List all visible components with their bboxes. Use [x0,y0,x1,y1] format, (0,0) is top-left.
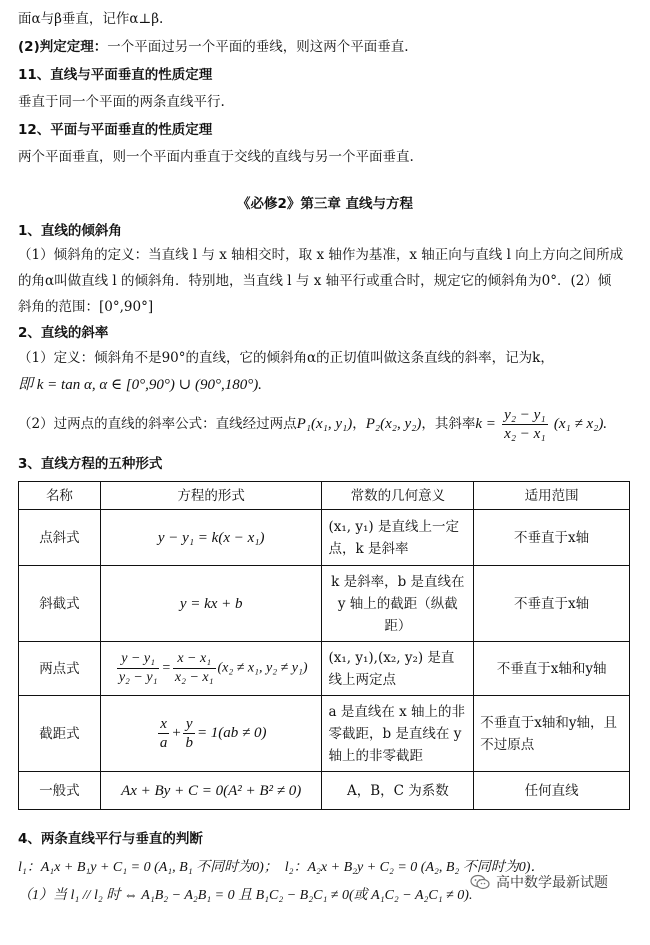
separator: ， [352,416,366,432]
table-row [19,510,630,566]
text-line: 两个平面垂直，则一个平面内垂直于交线的直线与另一个平面垂直. [18,149,414,165]
form-equation [100,696,322,772]
text-line: （1）定义：倾斜角不是90°的直线，它的倾斜角α的正切值叫做这条直线的斜率，记为k， [18,350,554,366]
section-heading: 12、平面与平面垂直的性质定理 [18,122,213,138]
text-line: （1）倾斜角的定义：当直线 l 与 x 轴相交时，取 x 轴作为基准，x 轴正向与直线 l 向上方向之间所成 [18,247,624,263]
text-line: 的角α叫做直线 l 的倾斜角．特别地，当直线 l 与 x 轴平行或重合时，规定它的倾斜角为0°．(2）倾 [18,273,612,289]
math-line [18,856,544,879]
form-meaning: (x₁, y₁) 是直线上一定点，k 是斜率 [322,510,474,566]
form-name: 斜截式 [19,566,101,642]
wechat-icon [470,874,490,890]
text-content: ，其斜率 [421,416,476,432]
label-prefix: (2)判定定理： [18,39,108,55]
point-p1: P₁(x₁, y₁) [296,416,353,432]
fraction [117,650,160,687]
text-line: 垂直于同一个平面的两条直线平行. [18,94,225,110]
column-header: 名称 [19,482,101,510]
equals-sign: = [161,660,171,676]
table-row [19,696,630,772]
text-line: 面α与β垂直，记作α⊥β. [18,11,164,27]
slope-condition: (x₁ ≠ x₂). [553,416,608,432]
text-content: （2）过两点的直线的斜率公式：直线经过两点 [18,416,297,432]
form-meaning: k 是斜率，b 是直线在 y 轴上的截距（纵截距） [322,566,474,642]
fraction-numerator: y₂ − y₁ [504,407,546,423]
watermark-text: 高中数学最新试题 [496,875,608,891]
form-range: 任何直线 [474,772,630,810]
table-header-row [19,482,630,510]
plus-sign: + [171,724,182,741]
form-meaning: A，B，C 为系数 [322,772,474,810]
form-equation: y = kx + b [100,566,322,642]
column-header: 方程的形式 [100,482,322,510]
math-line [18,374,262,396]
chapter-title: 《必修2》第三章 直线与方程 [236,196,414,212]
section-heading: 4、两条直线平行与垂直的判断 [18,831,203,847]
form-meaning: (x₁, y₁),(x₂, y₂) 是直线上两定点 [322,642,474,696]
fraction-denominator: a [159,735,168,751]
section-heading: 11、直线与平面垂直的性质定理 [18,67,213,83]
fraction-denominator: x₂ − x₁ [174,670,214,685]
point-p2: P₂(x₂, y₂) [365,416,422,432]
line-equations: l₁：A₁x + B₁y + C₁ = 0 (A₁, B₁ 不同时为0)； l₂：A₂x + B₂y + C₂ = 0 (A₂, B₂ 不同时为0)． [18,860,545,875]
fraction-denominator: y₂ − y₁ [118,670,158,685]
form-name: 一般式 [19,772,101,810]
form-equation: Ax + By + C = 0(A² + B² ≠ 0) [100,772,322,810]
fraction-numerator: y − y₁ [117,650,160,669]
text-line [18,36,409,58]
column-header: 适用范围 [474,482,630,510]
form-range: 不垂直于x轴 [474,510,630,566]
section-heading: 3、直线方程的五种形式 [18,456,163,472]
fraction-denominator: x₂ − x₁ [504,426,546,442]
form-range: 不垂直于x轴 [474,566,630,642]
fraction [158,715,170,752]
fraction-numerator: y [183,715,195,734]
fraction [173,650,216,687]
form-equation: y − y₁ = k(x − x₁) [100,510,322,566]
form-range: 不垂直于x轴和y轴 [474,642,630,696]
slope-definition: 即 k = tan α, α ∈ [0°,90°) ∪ (90°,180°). [18,377,262,393]
fraction-denominator: b [185,735,193,751]
table-row [19,642,630,696]
text-line: 斜角的范围：[0°,90°] [18,299,154,315]
form-name: 截距式 [19,696,101,772]
form-name: 点斜式 [19,510,101,566]
math-line [18,884,472,907]
fraction [183,715,195,752]
section-heading: 2、直线的斜率 [18,325,109,341]
section-heading: 1、直线的倾斜角 [18,223,122,239]
math-line [18,405,607,443]
table-row [19,566,630,642]
slope-fraction [502,406,547,443]
text-content: 一个平面过另一个平面的垂线，则这两个平面垂直. [107,39,409,55]
form-rest: = 1(ab ≠ 0) [196,724,267,741]
line-equation-forms-table [18,481,630,810]
form-name: 两点式 [19,642,101,696]
column-header: 常数的几何意义 [322,482,474,510]
table-row [19,772,630,810]
form-equation [100,642,322,696]
form-condition: (x₂ ≠ x₁, y₂ ≠ y₁) [217,660,308,676]
form-meaning: a 是直线在 x 轴上的非零截距，b 是直线在 y 轴上的非零截距 [322,696,474,772]
watermark [470,872,640,896]
fraction-numerator: x [158,715,170,734]
form-range: 不垂直于x轴和y轴，且不过原点 [474,696,630,772]
fraction-numerator: x − x₁ [173,650,216,669]
slope-symbol: k = [475,416,496,432]
parallel-condition: （1）当 l₁ // l₂ 时 ⇔ A₁B₂ − A₂B₁ = 0 且 B₁C₂ − B₂C₁ ≠ 0(或 A₁C₂ − A₂C₁ ≠ 0). [18,888,473,903]
